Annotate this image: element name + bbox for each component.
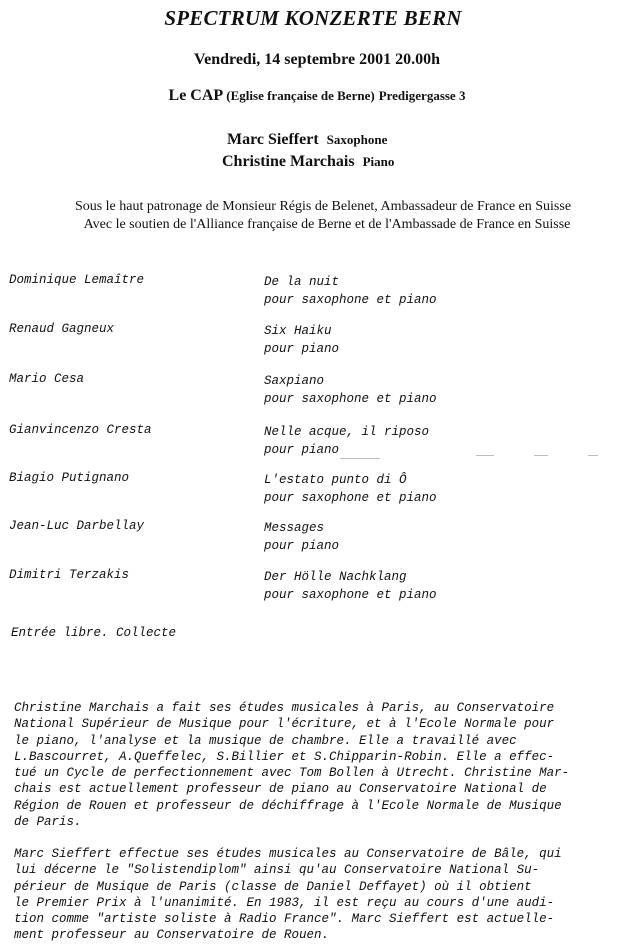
- work-scoring: pour piano: [264, 443, 340, 457]
- venue-name: Le CAP: [168, 87, 223, 104]
- bio-line: chais est actuellement professeur de piano au Conservatoire National de: [14, 782, 547, 797]
- bio-line: Christine Marchais a fait ses études musicales à Paris, au Conservatoire: [14, 701, 555, 715]
- bio-line: tion comme "artiste soliste à Radio France". Marc Sieffert est actuelle-: [14, 912, 555, 927]
- program-work: [264, 322, 339, 358]
- work-scoring: pour saxophone et piano: [264, 491, 437, 505]
- concert-date: Vendredi, 14 septembre 2001 20.00h: [194, 51, 440, 68]
- biography-christine-marchais: [14, 700, 569, 830]
- work-scoring: pour saxophone et piano: [264, 392, 437, 406]
- work-title: Six Haiku: [264, 324, 332, 338]
- program-work: [264, 471, 437, 507]
- work-scoring: pour piano: [264, 539, 340, 553]
- program-composer: Dominique Lemaître: [9, 273, 145, 287]
- bio-line: lui décerne le "Solistendiplom" ainsi qu'au Conservatoire National Su-: [14, 863, 540, 878]
- bio-line: périeur de Musique de Paris (classe de Daniel Deffayet) où il obtient: [14, 879, 532, 894]
- bio-line: National Supérieur de Musique pour l'écriture, et à l'Ecole Normale pour: [14, 717, 555, 732]
- bio-line: Région de Rouen et professeur de déchiffrage à l'Ecole Normale de Musique: [14, 798, 562, 813]
- work-title: L'estato punto di Ô: [264, 473, 407, 487]
- concert-venue: [4, 87, 626, 105]
- concert-series-title: SPECTRUM KONZERTE BERN: [164, 6, 462, 30]
- program-work: [264, 568, 437, 604]
- scan-artifact-line: [340, 458, 380, 459]
- program-composer: Biagio Putignano: [9, 471, 130, 485]
- bio-line: le Premier Prix à l'unanimité. En 1983, il est reçu au cours d'une audi-: [14, 895, 555, 910]
- performer-piano: [222, 153, 394, 171]
- work-title: Der Hölle Nachklang: [264, 570, 407, 584]
- venue-detail: (Eglise française de Berne): [226, 88, 375, 103]
- program-work: [264, 423, 429, 459]
- work-title: De la nuit: [264, 275, 340, 289]
- program-composer: Renaud Gagneux: [9, 322, 115, 336]
- work-title: Nelle acque, il riposo: [264, 425, 430, 439]
- work-title: Messages: [264, 521, 325, 535]
- work-scoring: pour saxophone et piano: [264, 588, 437, 602]
- performer-name: Marc Sieffert: [227, 131, 319, 148]
- biography-marc-sieffert: [14, 846, 562, 944]
- bio-line: de Paris.: [14, 815, 82, 830]
- scan-artifact-line: [476, 455, 494, 456]
- performer-instrument: Saxophone: [326, 132, 388, 147]
- work-title: Saxpiano: [264, 374, 325, 388]
- performer-saxophone: [227, 131, 387, 149]
- performer-instrument: Piano: [362, 154, 395, 169]
- patronage-line: Sous le haut patronage de Monsieur Régis de Belenet, Ambassadeur de France en Suisse: [74, 199, 572, 214]
- program-composer: Jean-Luc Darbellay: [9, 519, 145, 533]
- scan-artifact-line: [588, 455, 598, 456]
- program-composer: Gianvincenzo Cresta: [9, 423, 152, 437]
- bio-line: tué un Cycle de perfectionnement avec Tom Bollen à Utrecht. Christine Mar-: [14, 766, 570, 781]
- admission-note: Entrée libre. Collecte: [11, 626, 177, 640]
- venue-street: Predigergasse 3: [378, 88, 466, 103]
- program-composer: Dimitri Terzakis: [9, 568, 130, 582]
- bio-line: ment professeur au Conservatoire de Rouen.: [14, 928, 330, 943]
- program-work: [264, 372, 437, 408]
- program-work: [264, 519, 339, 555]
- bio-line: Marc Sieffert effectue ses études musicales au Conservatoire de Bâle, qui: [14, 847, 562, 861]
- support-line: Avec le soutien de l'Alliance française de Berne et de l'Ambassade de France en Suisse: [83, 217, 571, 232]
- performer-name: Christine Marchais: [222, 153, 355, 170]
- bio-line: le piano, l'analyse et la musique de chambre. Elle a travaillé avec: [14, 733, 517, 748]
- bio-line: L.Bascourret, A.Queffelec, S.Billier et S.Chipparin-Robin. Elle a effec-: [14, 749, 555, 764]
- scan-artifact-line: [534, 455, 548, 456]
- program-composer: Mario Cesa: [9, 372, 85, 386]
- work-scoring: pour piano: [264, 342, 340, 356]
- work-scoring: pour saxophone et piano: [264, 293, 437, 307]
- program-work: [264, 273, 437, 309]
